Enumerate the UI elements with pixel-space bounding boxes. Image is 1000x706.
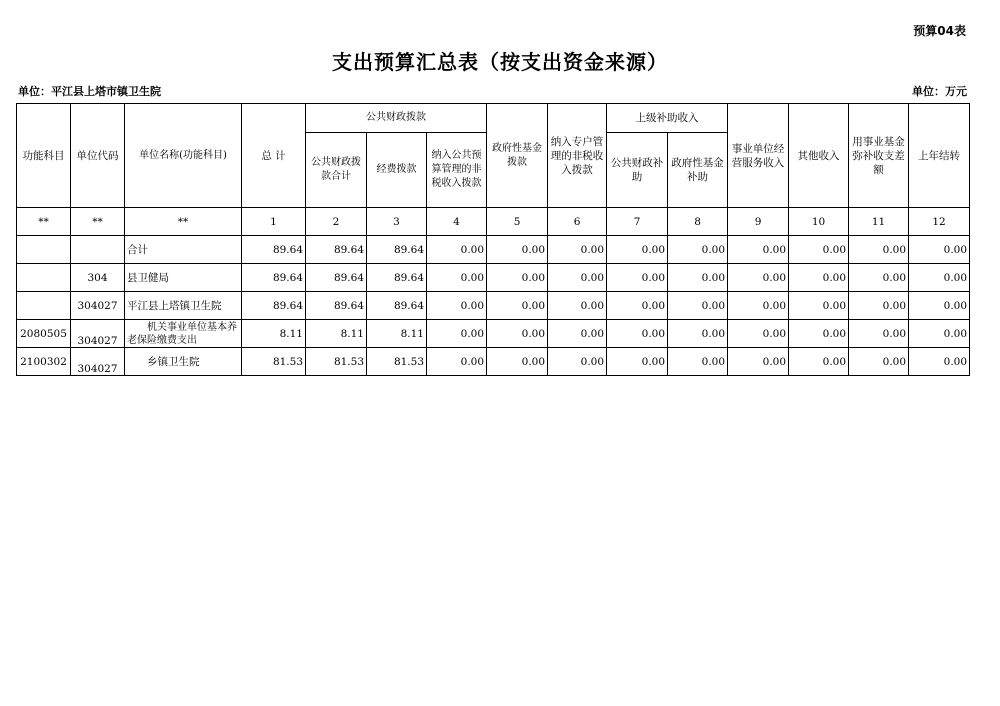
form-number: 预算04表 [913,24,966,38]
cell-value: 8.11 [242,320,306,348]
cell-value: 0.00 [849,348,909,376]
cell-value: 89.64 [367,236,427,264]
col-operating-funds: 经费拨款 [367,133,427,208]
cell-func [17,264,71,292]
cell-value: 0.00 [427,348,487,376]
cell-value: 0.00 [668,320,728,348]
cell-value: 0.00 [909,292,970,320]
cell-value: 0.00 [909,348,970,376]
index-cell: ** [17,208,71,236]
cell-value: 0.00 [909,236,970,264]
col-unit-code: 单位代码 [71,104,125,208]
cell-name: 机关事业单位基本养老保险缴费支出 [125,320,242,348]
col-public-finance-subsidy: 公共财政补助 [607,133,668,208]
index-cell: 10 [789,208,849,236]
currency-unit: 单位：万元 [912,85,967,98]
cell-value: 0.00 [548,320,607,348]
cell-value: 0.00 [487,236,548,264]
budget-table [16,103,970,376]
cell-value: 0.00 [607,236,668,264]
cell-name: 合计 [125,236,242,264]
cell-value: 0.00 [548,264,607,292]
index-cell: 7 [607,208,668,236]
cell-code [71,236,125,264]
col-business-income: 事业单位经营服务收入 [728,104,789,208]
index-cell: 12 [909,208,970,236]
col-other-income: 其他收入 [789,104,849,208]
cell-code: 304027 [71,348,125,376]
cell-value: 0.00 [607,264,668,292]
cell-value: 0.00 [849,320,909,348]
cell-value: 0.00 [668,264,728,292]
cell-value: 0.00 [728,292,789,320]
col-nontax-in-budget: 纳入公共预算管理的非税收入拨款 [427,133,487,208]
column-index-row [17,208,970,236]
cell-value: 0.00 [728,320,789,348]
col-group-upper-subsidy: 上级补助收入 [607,104,728,133]
cell-value: 89.64 [306,264,367,292]
index-cell: 4 [427,208,487,236]
cell-value: 0.00 [849,236,909,264]
index-cell: 6 [548,208,607,236]
cell-value: 89.64 [367,264,427,292]
cell-func: 2080505 [17,320,71,348]
index-cell: 3 [367,208,427,236]
index-cell: 11 [849,208,909,236]
cell-value: 0.00 [548,292,607,320]
table-row-total [17,236,970,264]
cell-value: 0.00 [849,264,909,292]
index-cell: 9 [728,208,789,236]
col-group-public-finance: 公共财政拨款 [306,104,487,133]
index-cell: 8 [668,208,728,236]
cell-value: 0.00 [548,236,607,264]
index-cell: 5 [487,208,548,236]
cell-code: 304 [71,264,125,292]
cell-value: 0.00 [668,236,728,264]
cell-value: 89.64 [306,292,367,320]
cell-func [17,236,71,264]
col-special-nontax: 纳入专户管理的非税收入拨款 [548,104,607,208]
table-row [17,320,970,348]
index-cell: 1 [242,208,306,236]
cell-value: 0.00 [487,320,548,348]
index-cell: ** [125,208,242,236]
table-row [17,348,970,376]
cell-value: 89.64 [242,236,306,264]
cell-value: 0.00 [427,236,487,264]
cell-value: 0.00 [789,264,849,292]
cell-value: 0.00 [789,320,849,348]
cell-value: 0.00 [487,292,548,320]
col-prev-carryover: 上年结转 [909,104,970,208]
cell-value: 89.64 [242,264,306,292]
cell-name: 平江县上塔镇卫生院 [125,292,242,320]
cell-func: 2100302 [17,348,71,376]
cell-value: 0.00 [728,264,789,292]
cell-name: 县卫健局 [125,264,242,292]
cell-value: 0.00 [668,348,728,376]
cell-value: 0.00 [789,236,849,264]
cell-code: 304027 [71,320,125,348]
cell-value: 81.53 [242,348,306,376]
cell-value: 89.64 [242,292,306,320]
index-cell: ** [71,208,125,236]
col-func-subject: 功能科目 [17,104,71,208]
cell-name: 乡镇卫生院 [125,348,242,376]
cell-value: 0.00 [487,348,548,376]
col-unit-name: 单位名称(功能科目) [125,104,242,208]
table-row [17,292,970,320]
cell-value: 0.00 [789,348,849,376]
cell-value: 0.00 [427,264,487,292]
cell-value: 0.00 [909,264,970,292]
cell-value: 8.11 [367,320,427,348]
cell-value: 81.53 [306,348,367,376]
index-cell: 2 [306,208,367,236]
cell-value: 0.00 [607,348,668,376]
col-public-finance-total: 公共财政拨款合计 [306,133,367,208]
cell-code: 304027 [71,292,125,320]
reporting-unit: 单位：平江县上塔市镇卫生院 [18,85,161,98]
cell-value: 0.00 [607,292,668,320]
page-title: 支出预算汇总表（按支出资金来源） [332,50,668,74]
cell-value: 0.00 [427,320,487,348]
cell-value: 89.64 [367,292,427,320]
col-gov-fund-subsidy: 政府性基金补助 [668,133,728,208]
cell-value: 0.00 [487,264,548,292]
cell-value: 0.00 [607,320,668,348]
cell-value: 8.11 [306,320,367,348]
cell-value: 0.00 [909,320,970,348]
col-total: 总 计 [242,104,306,208]
table-row [17,264,970,292]
cell-value: 0.00 [548,348,607,376]
cell-value: 0.00 [849,292,909,320]
cell-value: 81.53 [367,348,427,376]
cell-func [17,292,71,320]
cell-value: 0.00 [789,292,849,320]
col-gov-fund: 政府性基金拨款 [487,104,548,208]
cell-value: 0.00 [728,348,789,376]
cell-value: 0.00 [728,236,789,264]
cell-value: 89.64 [306,236,367,264]
cell-value: 0.00 [427,292,487,320]
cell-value: 0.00 [668,292,728,320]
col-fund-balance: 用事业基金弥补收支差额 [849,104,909,208]
